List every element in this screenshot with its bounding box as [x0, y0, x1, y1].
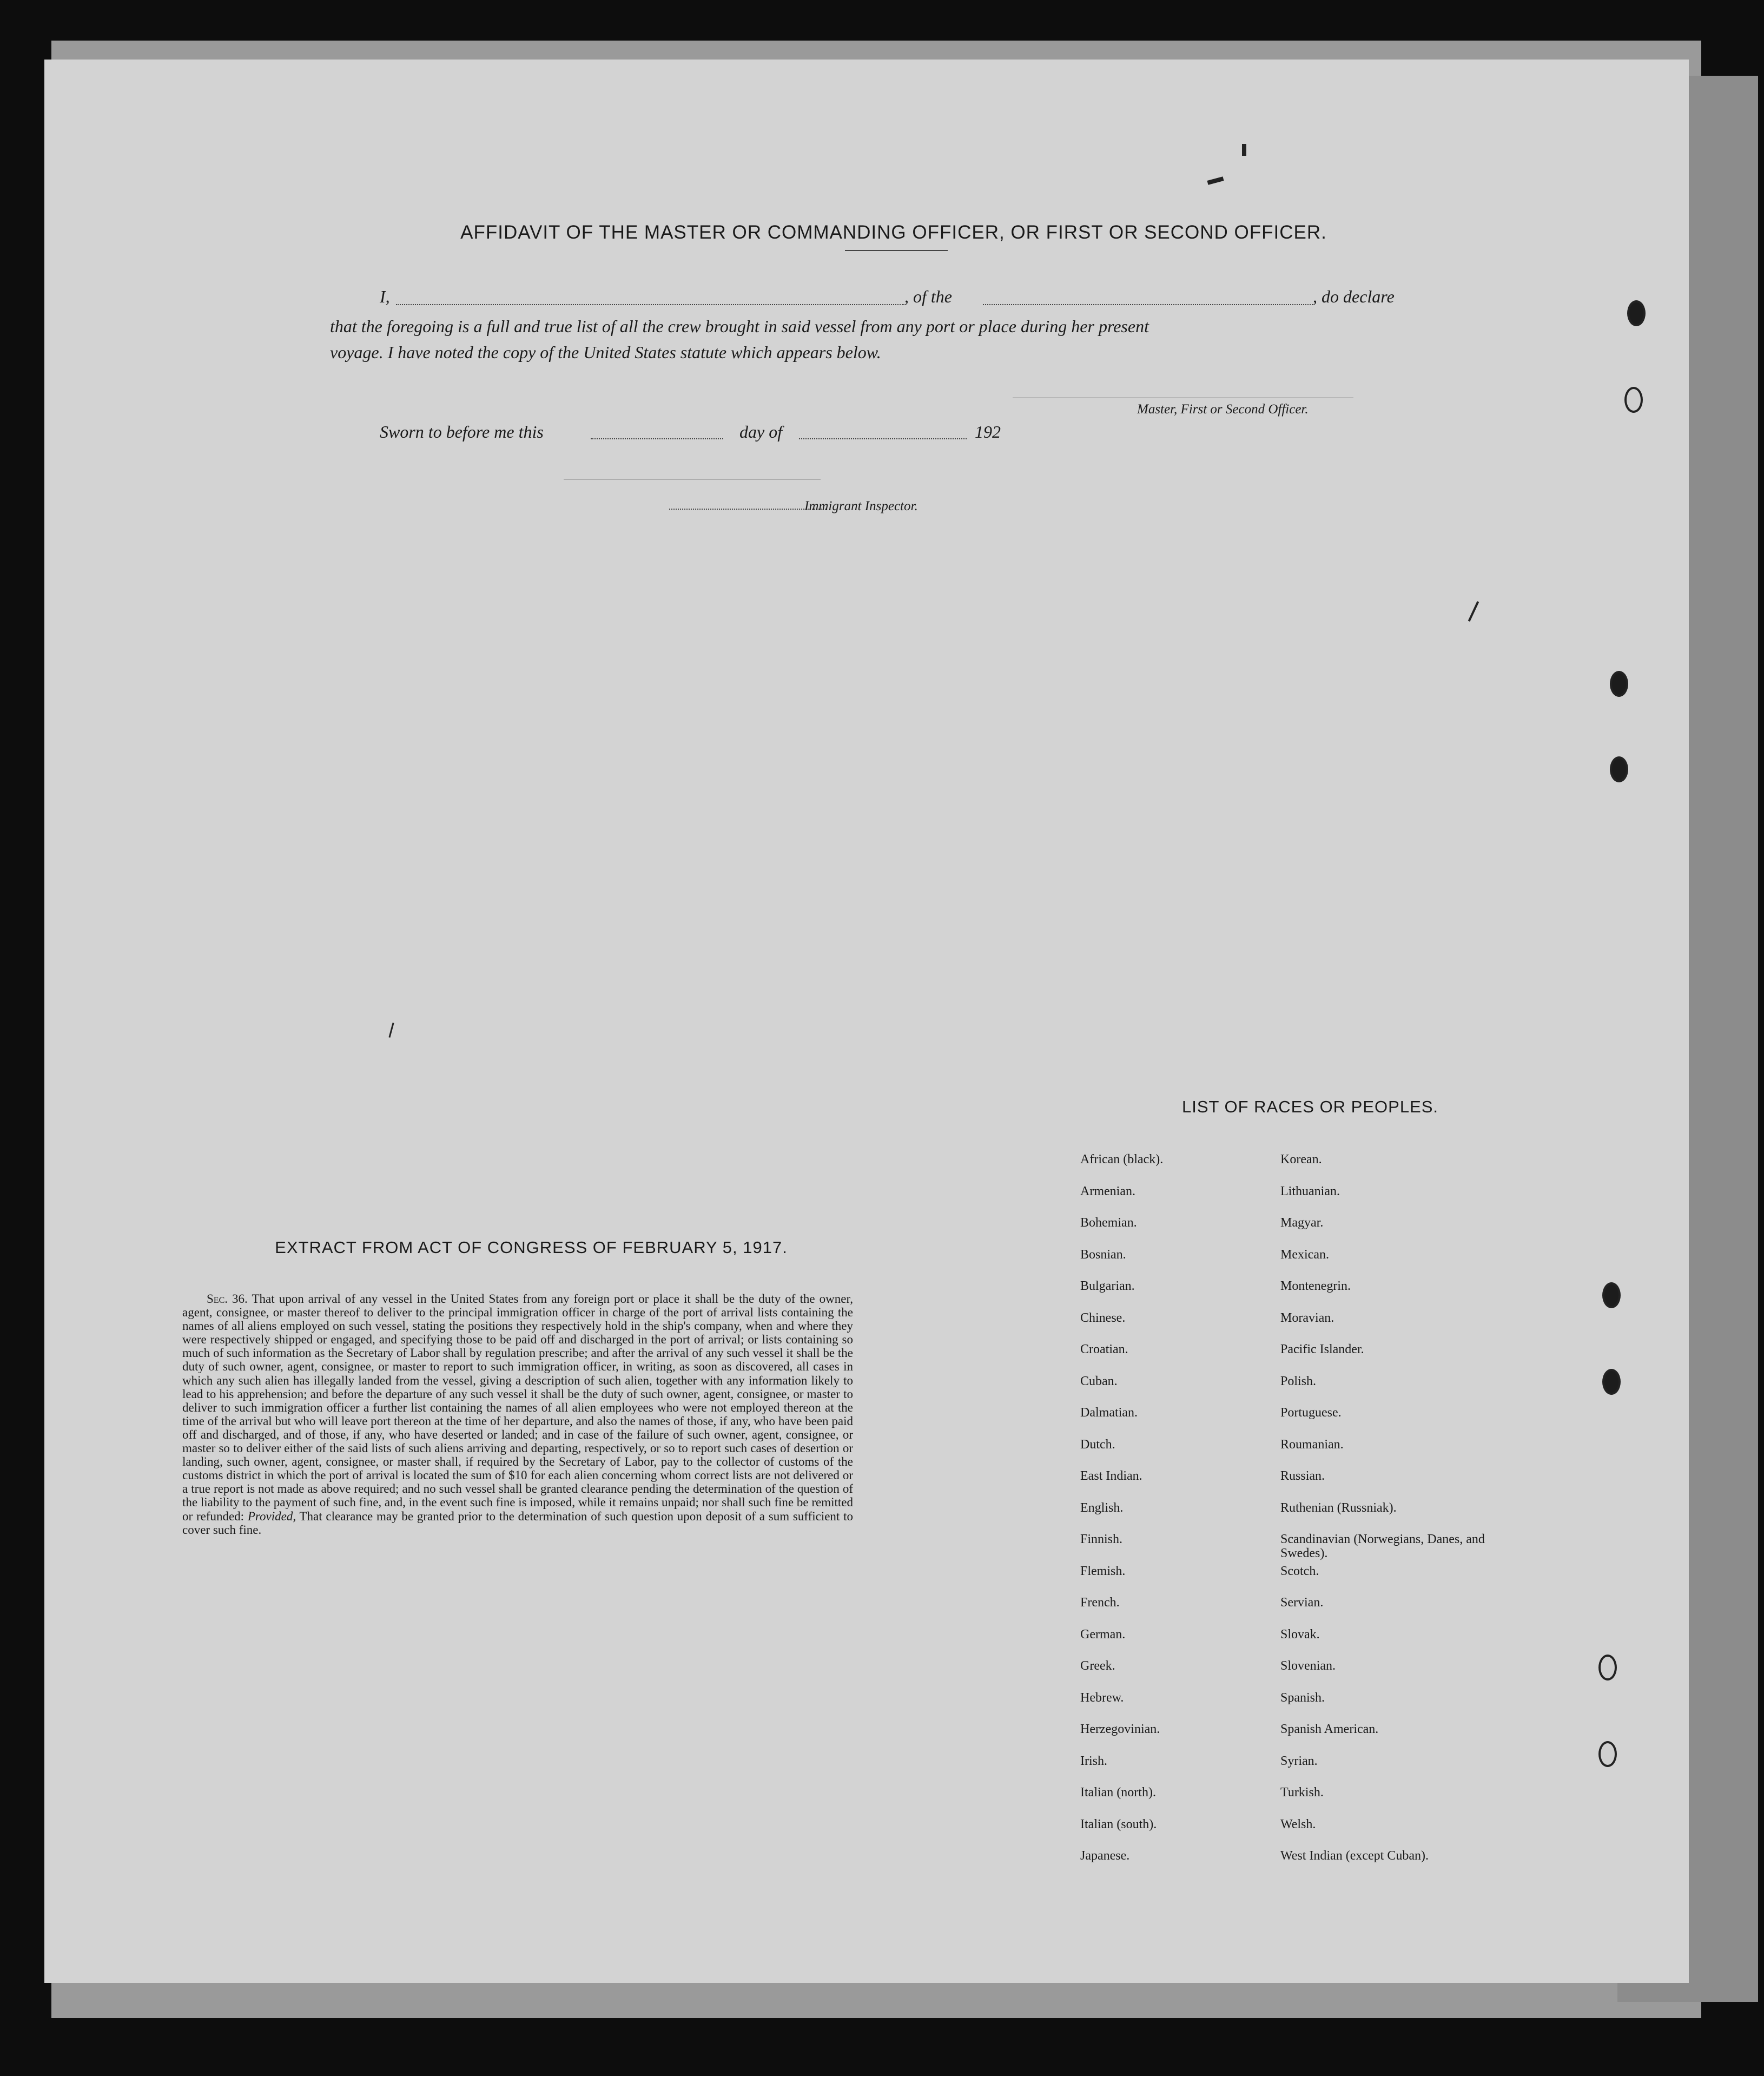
proviso-label: Provided, — [247, 1509, 296, 1523]
extract-text: That upon arrival of any vessel in the United States from any foreign port or place it shall be the duty of the owner, agent, consignee, or master thereof to deliver to the principal immigration officer in charge of the port of arrival lists containing the names of all aliens employed on such vessel, stating the positions they respectively hold in the ship's company, when and where they were respectively shipped or engaged, and specifying those to be paid off and discharged in the port of arrival; or lists containing so much of such information as the Secretary of Labor shall by regulation prescribe; and after the arrival of any such vessel it shall be the duty of such owner, agent, consignee, or master to report to such immigration officer, in writing, as soon as discovered, all cases in which any such alien has illegally landed from the vessel, giving a description of such alien, together with any information likely to lead to his apprehension; and before the departure of any such vessel it shall be the duty of such owner, agent, consignee, or master to deliver to such immigration officer a further list containing the names of all alien employees who were not employed thereon at the time of the arrival but who will leave port thereon at the time of her departure, and also the names of those, if any, who have been paid off and discharged, and of those, if any, who have deserted or landed; and in case of the failure of such owner, agent, consignee, or master so to deliver either of the said lists of such aliens arriving and departing, respectively, or so to report such cases of desertion or landing, such owner, agent, consignee, or master shall, if required by the Secretary of Labor, pay to the collector of customs of the customs district in which the port of arrival is located the sum of $10 for each alien concerning whom correct lists are not delivered or a true report is not made as above required; and no such vessel shall be granted clearance pending the determination of the question of the liability to the payment of such fine, and, in the event such fine is imposed, while it remains unpaid; nor shall such fine be remitted or refunded: — [182, 1292, 853, 1523]
affidavit-of-the-label: , of the — [904, 287, 952, 306]
extract-title: EXTRACT FROM ACT OF CONGRESS OF FEBRUARY 5, 1917. — [275, 1238, 788, 1257]
race-item: Flemish. — [1080, 1564, 1126, 1578]
section-label: Sec. 36. — [207, 1292, 248, 1306]
race-item: Roumanian. — [1280, 1437, 1344, 1452]
race-item: Bulgarian. — [1080, 1279, 1135, 1293]
affidavit-line-2: that the foregoing is a full and true list of all the crew brought in said vessel from any port or place during her present — [330, 317, 1149, 336]
race-item: Lithuanian. — [1280, 1184, 1340, 1198]
races-column-1 — [1080, 1152, 1286, 1881]
race-item: Hebrew. — [1080, 1690, 1124, 1705]
race-item: Croatian. — [1080, 1342, 1128, 1356]
race-item: Slovenian. — [1280, 1659, 1336, 1673]
inspector-signature-line-lower[interactable] — [669, 509, 826, 510]
title-underline — [845, 250, 948, 251]
race-item: Italian (south). — [1080, 1817, 1157, 1831]
affidavit-line-3: voyage. I have noted the copy of the United States statute which appears below. — [330, 342, 881, 362]
race-item: Irish. — [1080, 1754, 1107, 1768]
extract-body — [182, 1292, 853, 1537]
manifest-back-page — [44, 60, 1689, 1983]
day-of-label: day of — [739, 422, 783, 441]
race-item: Servian. — [1280, 1596, 1324, 1610]
race-item: Finnish. — [1080, 1532, 1123, 1546]
race-item: Bohemian. — [1080, 1216, 1137, 1230]
ink-mark — [388, 1023, 394, 1038]
sworn-day-blank[interactable] — [591, 438, 723, 439]
ink-mark — [1468, 601, 1479, 622]
race-item: Bosnian. — [1080, 1247, 1126, 1262]
punch-hole — [1610, 671, 1628, 697]
ink-mark — [1207, 176, 1224, 184]
master-name-blank[interactable] — [396, 304, 904, 305]
race-item: Greek. — [1080, 1659, 1115, 1673]
race-item: Dutch. — [1080, 1437, 1115, 1452]
race-item: African (black). — [1080, 1152, 1164, 1166]
race-item: Cuban. — [1080, 1374, 1118, 1388]
race-item: East Indian. — [1080, 1469, 1142, 1483]
races-title: LIST OF RACES OR PEOPLES. — [1181, 1097, 1439, 1116]
punch-hole — [1627, 300, 1646, 326]
race-item: Dalmatian. — [1080, 1406, 1138, 1420]
race-item: English. — [1080, 1500, 1124, 1515]
ink-mark — [1242, 144, 1246, 156]
race-item: Japanese. — [1080, 1849, 1130, 1863]
vessel-name-blank[interactable] — [983, 304, 1313, 305]
race-item: Polish. — [1280, 1374, 1317, 1388]
race-item: Italian (north). — [1080, 1785, 1156, 1800]
punch-hole — [1602, 1282, 1621, 1308]
race-item: Pacific Islander. — [1280, 1342, 1364, 1356]
race-item: Ruthenian (Russniak). — [1280, 1500, 1397, 1515]
race-item: Chinese. — [1080, 1310, 1126, 1325]
race-item: Herzegovinian. — [1080, 1722, 1160, 1736]
race-item: Magyar. — [1280, 1216, 1324, 1230]
race-item: Spanish American. — [1280, 1722, 1379, 1736]
punch-hole — [1610, 756, 1628, 782]
sworn-label: Sworn to before me this — [380, 422, 544, 441]
extract-text-after-proviso: That clearance may be granted prior to the determination of such question upon deposit of a sum sufficient to cover such fine. — [182, 1509, 853, 1537]
race-item: French. — [1080, 1596, 1120, 1610]
race-item: Welsh. — [1280, 1817, 1316, 1831]
race-item: Korean. — [1280, 1152, 1322, 1166]
race-item: Syrian. — [1280, 1754, 1318, 1768]
race-item: Spanish. — [1280, 1690, 1325, 1705]
punch-hole — [1602, 1369, 1621, 1395]
affidavit-title: AFFIDAVIT OF THE MASTER OR COMMANDING OFFICER, OR FIRST OR SECOND OFFICER. — [460, 222, 1327, 243]
race-item: Moravian. — [1280, 1310, 1334, 1325]
master-caption: Master, First or Second Officer. — [1137, 402, 1309, 417]
race-item: West Indian (except Cuban). — [1280, 1849, 1429, 1863]
race-item: Slovak. — [1280, 1627, 1320, 1642]
year-label: 192 — [975, 422, 1001, 441]
affidavit-i-label: I, — [380, 287, 390, 306]
race-item: Scotch. — [1280, 1564, 1319, 1578]
race-item: Portuguese. — [1280, 1406, 1342, 1420]
sworn-month-blank[interactable] — [799, 438, 967, 439]
race-item: Scandinavian (Norwegians, Danes, and Swedes). — [1280, 1532, 1485, 1560]
race-item: German. — [1080, 1627, 1126, 1642]
punch-hole — [1598, 1655, 1617, 1680]
punch-hole — [1624, 387, 1643, 413]
punch-hole — [1598, 1741, 1617, 1767]
race-item: Montenegrin. — [1280, 1279, 1351, 1293]
affidavit-declare-label: , do declare — [1313, 287, 1395, 306]
inspector-caption: Immigrant Inspector. — [804, 499, 918, 513]
race-item: Turkish. — [1280, 1785, 1324, 1800]
races-column-2 — [1280, 1152, 1486, 1881]
race-item: Armenian. — [1080, 1184, 1135, 1198]
race-item: Russian. — [1280, 1469, 1325, 1483]
race-item: Mexican. — [1280, 1247, 1329, 1262]
